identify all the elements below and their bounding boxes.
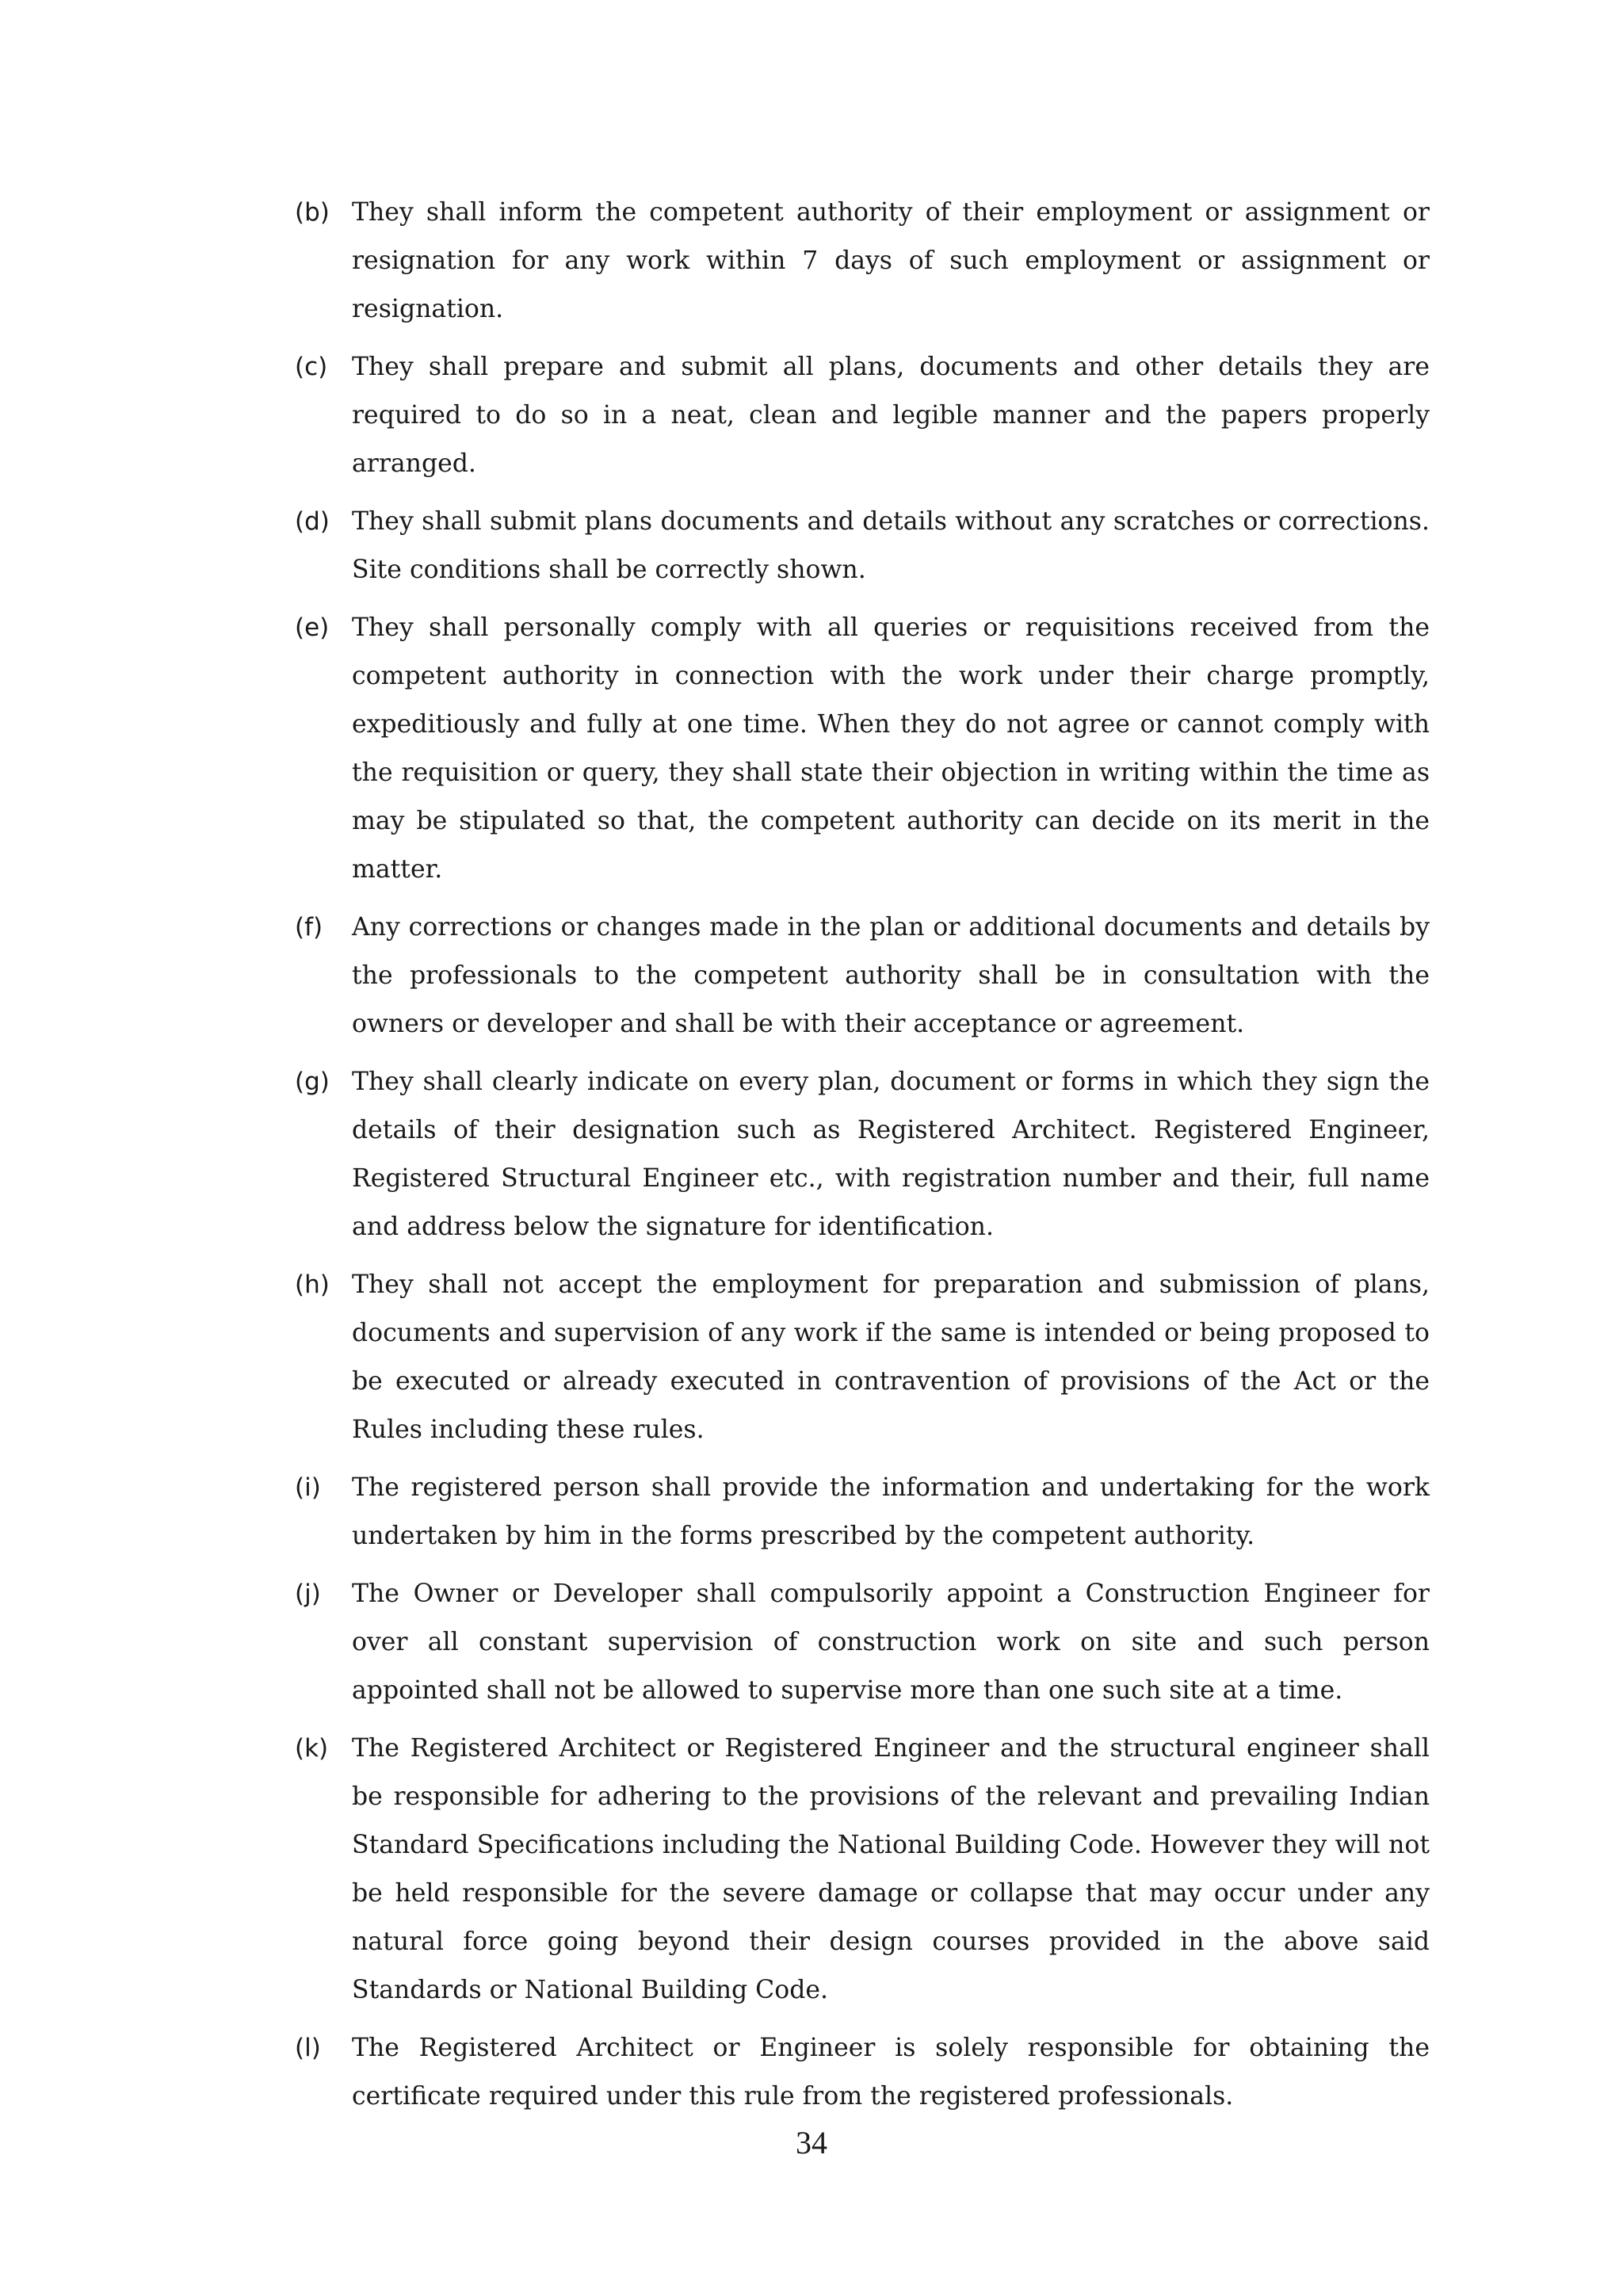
clause-text: They shall submit plans documents and details without any scratches or corrections. Site conditions shall be correctly shown. bbox=[352, 507, 1430, 584]
clause-text: The Owner or Developer shall compulsorily appoint a Construction Engineer for over all constant supervision of construction work on site and such person appointed shall not be allowed to supervise more than one such site at a time. bbox=[352, 1580, 1430, 1705]
clause-marker: (k) bbox=[295, 1734, 329, 1763]
clause-text: They shall personally comply with all queries or requisitions received from the competent authority in connection with the work under their charge promptly, expeditiously and fully at one time. When they do not agree or cannot comply with the requisition or query, they shall state their objection in writing within the time as may be stipulated so that, the competent authority can decide on its merit in the matter. bbox=[352, 613, 1430, 884]
page-number: 34 bbox=[796, 2125, 827, 2160]
clause-list bbox=[295, 189, 1430, 2130]
clause-text: The Registered Architect or Engineer is solely responsible for obtaining the certificate required under this rule from the registered professionals. bbox=[352, 2034, 1430, 2111]
clause-marker: (e) bbox=[295, 613, 330, 642]
clause-text: The registered person shall provide the information and undertaking for the work undertaken by him in the forms prescribed by the competent authority. bbox=[352, 1473, 1430, 1550]
clause-l bbox=[295, 2024, 1430, 2121]
clause-marker: (i) bbox=[295, 1473, 321, 1502]
clause-text: They shall clearly indicate on every plan, document or forms in which they sign the details of their designation such as Registered Architect. Registered Engineer, Registered Structural Engineer etc., with registration number and their, full name and address below the signature for identification. bbox=[352, 1068, 1430, 1241]
clause-text: They shall inform the competent authority of their employment or assignment or resignation for any work within 7 days of such employment or assignment or resignation. bbox=[352, 198, 1430, 323]
clause-d bbox=[295, 498, 1430, 594]
clause-i bbox=[295, 1464, 1430, 1561]
clause-marker: (h) bbox=[295, 1270, 330, 1299]
clause-marker: (d) bbox=[295, 507, 330, 536]
clause-k bbox=[295, 1725, 1430, 2015]
clause-marker: (g) bbox=[295, 1068, 330, 1096]
clause-e bbox=[295, 604, 1430, 894]
clause-marker: (j) bbox=[295, 1580, 321, 1608]
clause-j bbox=[295, 1570, 1430, 1715]
clause-b bbox=[295, 189, 1430, 334]
clause-text: The Registered Architect or Registered Engineer and the structural engineer shall be responsible for adhering to the provisions of the relevant and prevailing Indian Standard Specifications including the National Building Code. However they will not be held responsible for the severe damage or collapse that may occur under any natural force going beyond their design courses provided in the above said Standards or National Building Code. bbox=[352, 1734, 1430, 2004]
clause-marker: (l) bbox=[295, 2034, 321, 2062]
clause-text: They shall prepare and submit all plans, documents and other details they are required to do so in a neat, clean and legible manner and the papers properly arranged. bbox=[352, 353, 1430, 478]
clause-f bbox=[295, 904, 1430, 1049]
clause-marker: (b) bbox=[295, 198, 330, 227]
clause-h bbox=[295, 1261, 1430, 1454]
clause-text: Any corrections or changes made in the plan or additional documents and details by the professionals to the competent authority shall be in consultation with the owners or developer and shall be with their acceptance or agreement. bbox=[352, 913, 1430, 1038]
clause-text: They shall not accept the employment for preparation and submission of plans, documents and supervision of any work if the same is intended or being proposed to be executed or already executed in contravention of provisions of the Act or the Rules including these rules. bbox=[352, 1270, 1430, 1444]
clause-g bbox=[295, 1058, 1430, 1251]
clause-marker: (c) bbox=[295, 353, 328, 381]
clause-marker: (f) bbox=[295, 913, 323, 942]
clause-c bbox=[295, 343, 1430, 488]
